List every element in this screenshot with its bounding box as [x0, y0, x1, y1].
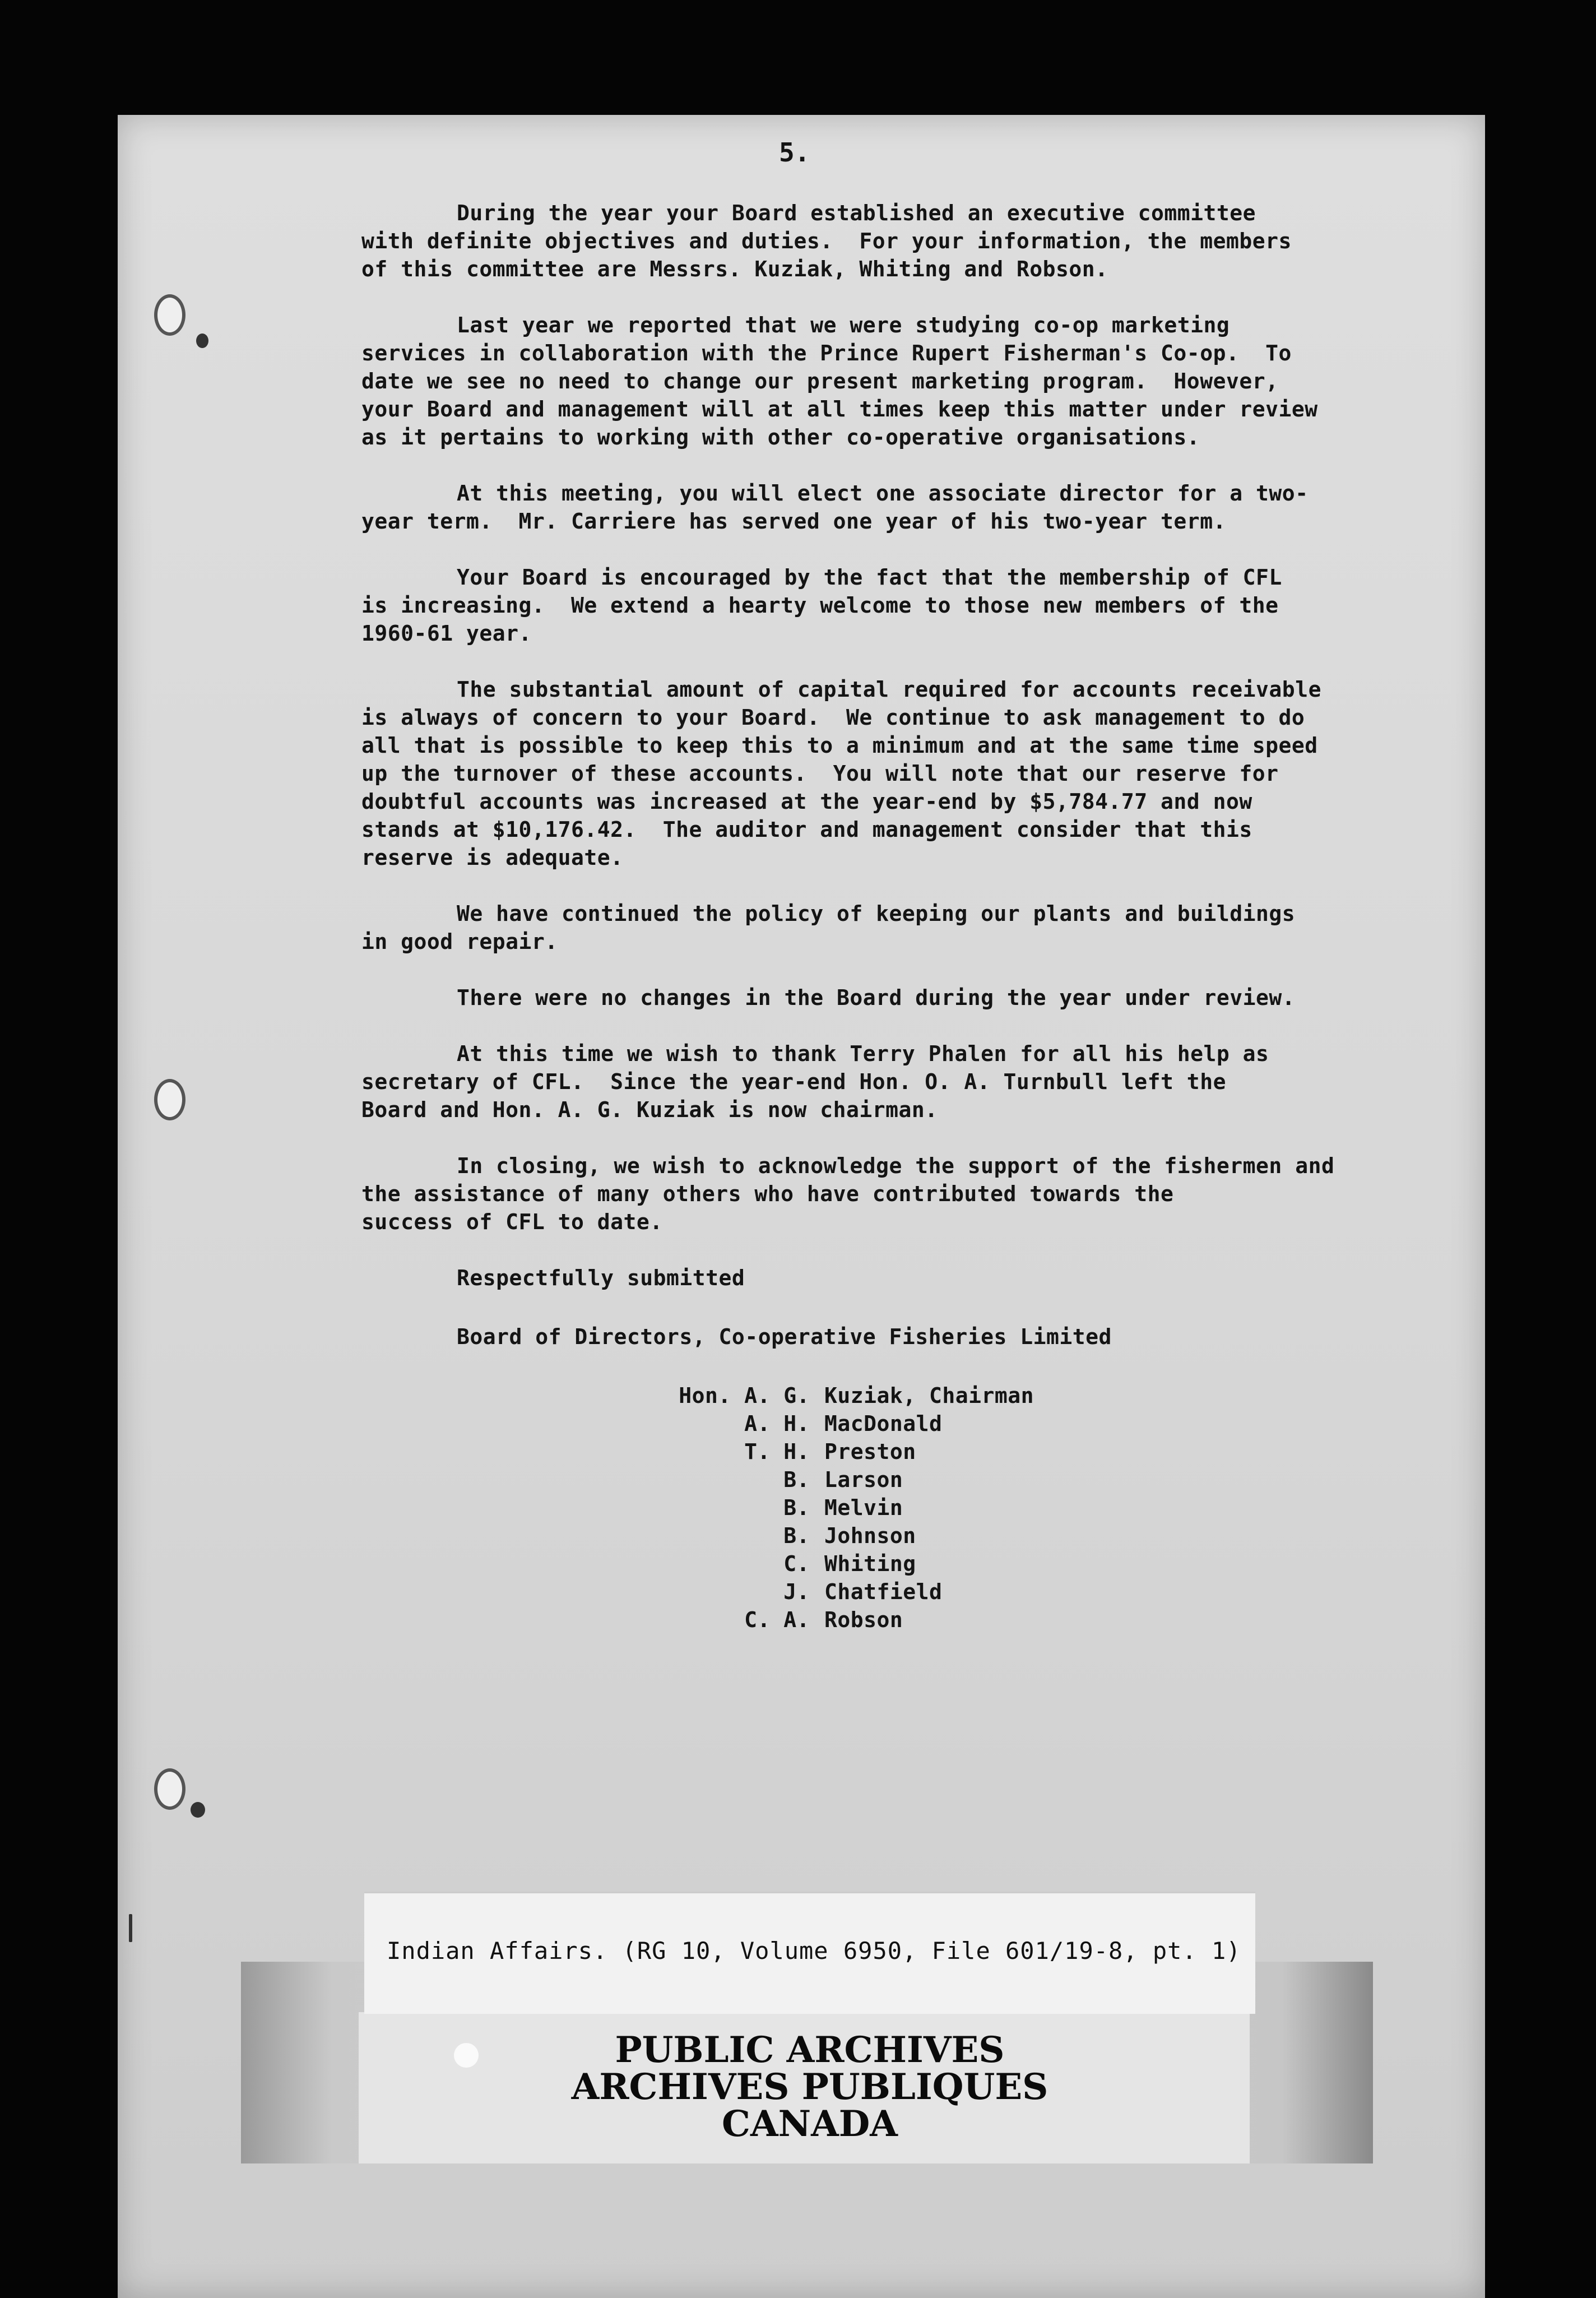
speck-mark	[196, 333, 208, 348]
signer-initials: Hon. A. G.	[679, 1383, 810, 1408]
punch-hole-top	[154, 294, 185, 336]
closing-line: Respectfully submitted	[457, 1266, 745, 1290]
punch-hole-bottom	[154, 1768, 185, 1810]
signer-row	[658, 1410, 1460, 1438]
signer-row	[658, 1382, 1460, 1410]
edge-mark	[129, 1914, 132, 1942]
paragraph-membership: Your Board is encouraged by the fact that the membership of CFL is increasing. We extend a hearty welcome to those new members of the 1960-61 year.	[361, 565, 1282, 646]
signer-list	[658, 1382, 1460, 1634]
paragraph-thanks: At this time we wish to thank Terry Phalen for all his help as secretary of CFL. Since the year-end Hon. O. A. Turnbull left the Board and Hon. A. G. Kuziak is now chairman.	[361, 1041, 1269, 1122]
paragraph-accounts-receivable: The substantial amount of capital required for accounts receivable is always of concern to your Board. We continue to ask management to do all that is possible to keep this to a minimum and at the same time speed up the turnover of these accounts. You will note that our reserve for doubtful accounts was increased at the year-end by $5,784.77 and now stands at $10,176.42. The auditor and management consider that this reserve is adequate.	[361, 677, 1321, 870]
signer-name: MacDonald	[824, 1411, 943, 1436]
signer-name: Kuziak, Chairman	[824, 1383, 1034, 1408]
typed-letter-body	[361, 199, 1460, 1634]
signer-name: Whiting	[824, 1551, 916, 1576]
punch-hole-middle	[154, 1079, 185, 1120]
signer-initials: B.	[783, 1495, 810, 1520]
page-number: 5.	[779, 137, 810, 168]
signer-row	[658, 1578, 1460, 1606]
signer-name: Chatfield	[824, 1579, 943, 1604]
signer-name: Robson	[824, 1607, 903, 1632]
signer-name: Larson	[824, 1467, 903, 1492]
signer-initials: B.	[783, 1523, 810, 1548]
public-archives-stamp	[364, 2029, 1255, 2145]
paragraph-coop-marketing: Last year we reported that we were studying co-op marketing services in collaboration with the Prince Rupert Fisherman's Co-op. To date we see no need to change our present marketing program. However, your Board and management will at all times keep this matter under review as it pertains to working with other co-operative organisations.	[361, 313, 1318, 450]
signer-name: Preston	[824, 1439, 916, 1464]
signer-row	[658, 1466, 1460, 1494]
paragraph-board-changes: There were no changes in the Board during the year under review.	[457, 985, 1296, 1010]
stamp-line-country: CANADA	[722, 2103, 898, 2145]
paragraph-closing-remarks: In closing, we wish to acknowledge the support of the fishermen and the assistance of many others who have contributed towards the success of CFL to date.	[361, 1153, 1335, 1234]
signer-initials: C. A.	[744, 1607, 810, 1632]
archive-reference-tab	[364, 1892, 1255, 2014]
signer-name: Johnson	[824, 1523, 916, 1548]
stamp-line-french: ARCHIVES PUBLIQUES	[571, 2066, 1048, 2108]
signer-row	[658, 1438, 1460, 1466]
paragraph-executive-committee: During the year your Board established an executive committee with definite objectives and duties. For your information, the members of this committee are Messrs. Kuziak, Whiting and Robson.	[361, 201, 1292, 281]
stamp-line-english: PUBLIC ARCHIVES	[615, 2029, 1005, 2071]
signer-name: Melvin	[824, 1495, 903, 1520]
signer-initials: C.	[783, 1551, 810, 1576]
paragraph-plants-buildings: We have continued the policy of keeping our plants and buildings in good repair.	[361, 901, 1296, 954]
signer-initials: J.	[783, 1579, 810, 1604]
signer-initials: A. H.	[744, 1411, 810, 1436]
signer-row	[658, 1550, 1460, 1578]
signer-initials: T. H.	[744, 1439, 810, 1464]
signature-block-title: Board of Directors, Co-operative Fisheries Limited	[457, 1324, 1112, 1349]
paragraph-associate-director: At this meeting, you will elect one associate director for a two- year term. Mr. Carriere has served one year of his two-year term.	[361, 481, 1309, 534]
speck-mark	[191, 1802, 205, 1818]
signer-row	[658, 1606, 1460, 1634]
archive-reference-text: Indian Affairs. (RG 10, Volume 6950, File 601/19-8, pt. 1)	[387, 1937, 1241, 1965]
signer-row	[658, 1522, 1460, 1550]
signer-initials: B.	[783, 1467, 810, 1492]
signer-row	[658, 1494, 1460, 1522]
